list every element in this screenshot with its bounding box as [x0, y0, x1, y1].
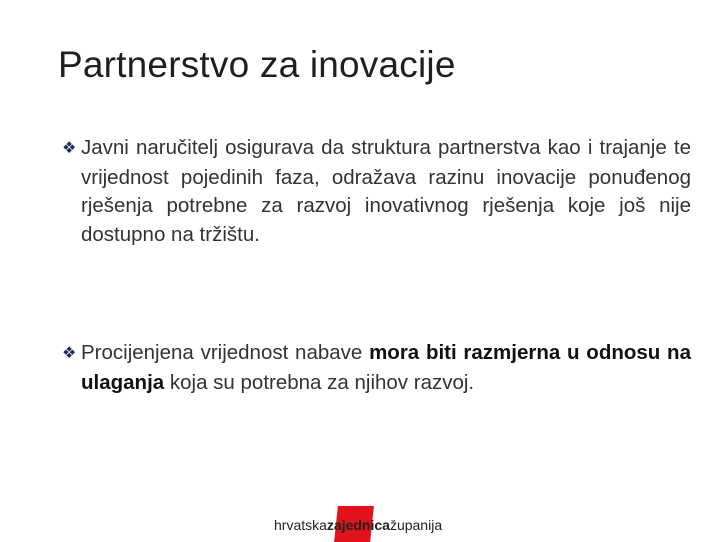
- bullet-text-emphasis: mora biti razmjerna u odnosu na ulaganja: [81, 341, 691, 394]
- diamond-bullet-icon: ❖: [62, 345, 77, 362]
- bullet-text-prefix: Procijenjena vrijednost nabave: [81, 341, 370, 364]
- bullet-text: Javni naručitelj osigurava da struktura partnerstva kao i trajanje te vrijednost pojedinih faza, odražava razinu inovacije ponuđenog rješenja potrebne za razvoj inovativnog rješenja koje još nije dostupno na tržištu.: [81, 136, 691, 246]
- slide-title: Partnerstvo za inovacije: [58, 44, 456, 85]
- bullet-item: [62, 134, 691, 249]
- bullet-item: [62, 339, 691, 397]
- logo-wordmark: hrvatskazajednicažupanija: [274, 517, 443, 533]
- footer-logo: [274, 506, 454, 542]
- bullet-text-suffix: koja su potrebna za njihov razvoj.: [164, 370, 475, 394]
- diamond-bullet-icon: ❖: [62, 140, 77, 157]
